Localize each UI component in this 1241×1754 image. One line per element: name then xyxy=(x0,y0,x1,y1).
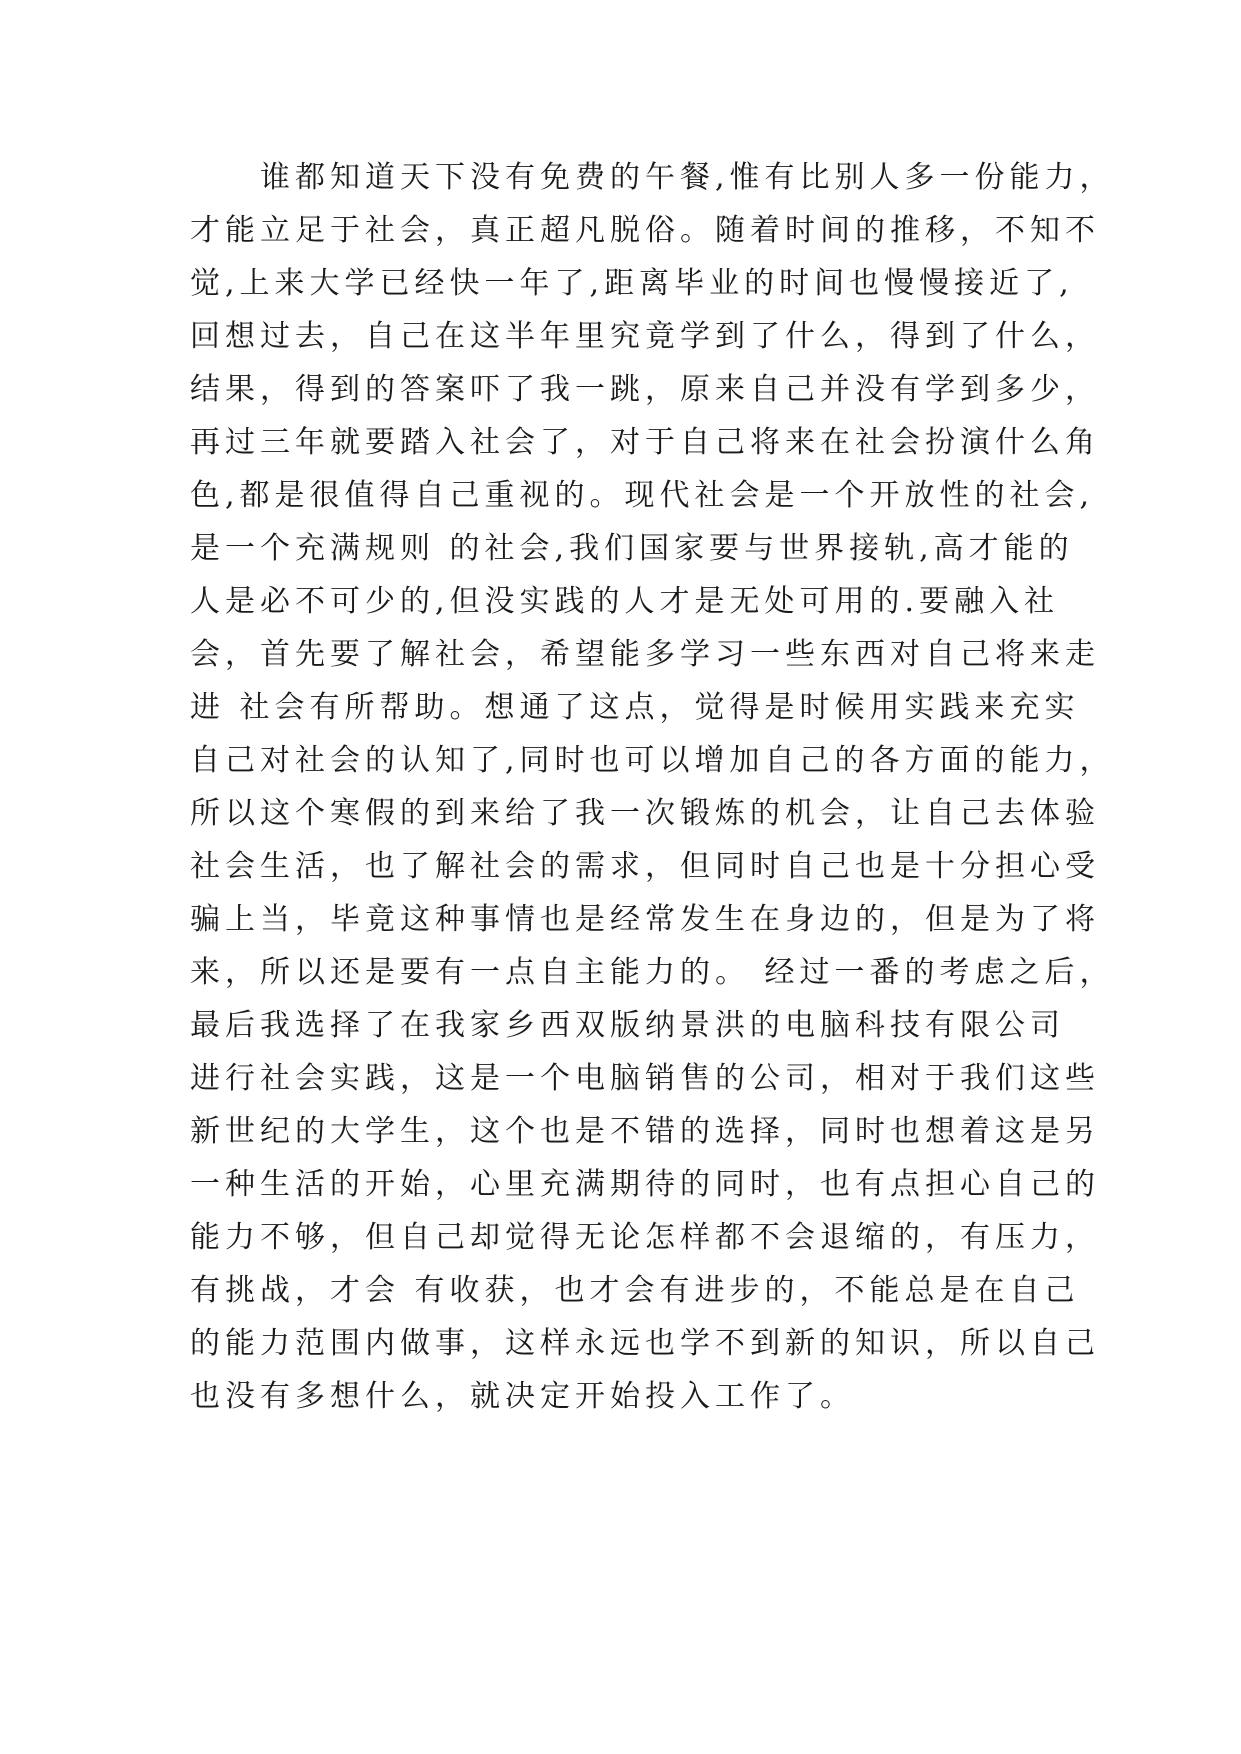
text-line: 新世纪的大学生，这个也是不错的选择，同时也想着这是另 xyxy=(190,1114,1100,1149)
text-line: 进行社会实践，这是一个电脑销售的公司，相对于我们这些 xyxy=(190,1061,1100,1096)
text-line: 结果，得到的答案吓了我一跳，原来自己并没有学到多少， xyxy=(190,372,1100,407)
text-line: 才能立足于社会，真正超凡脱俗。随着时间的推移，不知不 xyxy=(190,213,1100,248)
text-line: 谁都知道天下没有免费的午餐,惟有比别人多一份能力， xyxy=(190,160,1115,195)
text-line: 回想过去，自己在这半年里究竟学到了什么，得到了什么， xyxy=(190,319,1100,354)
text-line: 会，首先要了解社会，希望能多学习一些东西对自己将来走 xyxy=(190,637,1100,672)
text-line: 色,都是很值得自己重视的。现代社会是一个开放性的社会, xyxy=(190,478,1095,513)
text-line: 最后我选择了在我家乡西双版纳景洪的电脑科技有限公司 xyxy=(190,1008,1065,1043)
text-line: 骗上当，毕竟这种事情也是经常发生在身边的，但是为了将 xyxy=(190,902,1100,937)
text-line: 觉,上来大学已经快一年了,距离毕业的时间也慢慢接近了, xyxy=(190,266,1074,301)
text-line: 也没有多想什么，就决定开始投入工作了。 xyxy=(190,1379,855,1414)
text-line: 来，所以还是要有一点自主能力的。 经过一番的考虑之后， xyxy=(190,955,1115,990)
text-line: 进 社会有所帮助。想通了这点，觉得是时候用实践来充实 xyxy=(190,690,1080,725)
text-line: 所以这个寒假的到来给了我一次锻炼的机会，让自己去体验 xyxy=(190,796,1100,831)
text-line: 社会生活，也了解社会的需求，但同时自己也是十分担心受 xyxy=(190,849,1100,884)
text-line: 能力不够，但自己却觉得无论怎样都不会退缩的，有压力， xyxy=(190,1220,1100,1255)
text-line: 有挑战，才会 有收获，也才会有进步的，不能总是在自己 xyxy=(190,1273,1080,1308)
text-line: 人是必不可少的,但没实践的人才是无处可用的.要融入社 xyxy=(190,584,1060,619)
text-line: 的能力范围内做事，这样永远也学不到新的知识，所以自己 xyxy=(190,1326,1100,1361)
text-line: 再过三年就要踏入社会了，对于自己将来在社会扮演什么角 xyxy=(190,425,1100,460)
text-line: 一种生活的开始，心里充满期待的同时，也有点担心自己的 xyxy=(190,1167,1100,1202)
text-line: 是一个充满规则 的社会,我们国家要与世界接轨,高才能的 xyxy=(190,531,1074,566)
text-line: 自己对社会的认知了,同时也可以增加自己的各方面的能力， xyxy=(190,743,1115,778)
